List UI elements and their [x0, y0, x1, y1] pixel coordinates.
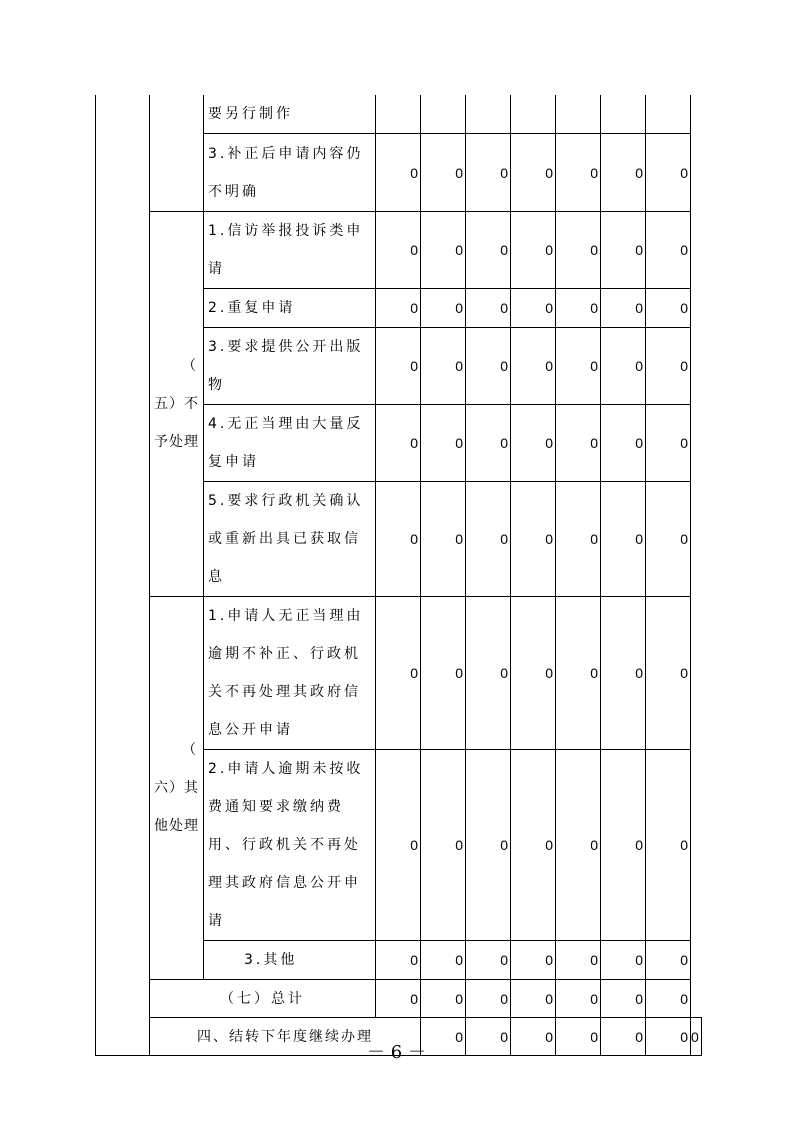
cell-value: 0: [511, 750, 556, 941]
cell-value: 0: [421, 212, 466, 289]
cell-value: 0: [421, 405, 466, 482]
cell-value: 0: [511, 289, 556, 328]
cell-value: 0: [556, 750, 601, 941]
category-not-processed: [150, 212, 204, 597]
cell-value: 0: [646, 328, 691, 405]
row-label: 1.申请人无正当理由逾期不补正、行政机关不再处理其政府信息公开申请: [204, 597, 376, 750]
cell-value: 0: [601, 405, 646, 482]
cell-value: [466, 95, 511, 134]
cell-value: 0: [556, 212, 601, 289]
row-label: 3.其他: [204, 941, 376, 980]
cell-value: [511, 95, 556, 134]
cell-value: 0: [511, 1018, 556, 1056]
cell-value: 0: [466, 289, 511, 328]
category-paren: （: [182, 358, 197, 374]
cell-value: 0: [646, 750, 691, 941]
category-other-processing: [150, 597, 204, 980]
carry-over-label: 四、结转下年度继续办理: [150, 1018, 421, 1056]
cell-value: 0: [421, 750, 466, 941]
cell-value: 0: [376, 289, 421, 328]
cell-value: [556, 95, 601, 134]
cell-value: 0: [601, 482, 646, 597]
cell-value: 0: [601, 289, 646, 328]
cell-value: 0: [376, 980, 421, 1018]
cell-value: 0: [466, 212, 511, 289]
cell-value: 0: [421, 134, 466, 212]
cell-value: 0: [466, 597, 511, 750]
cell-value: 0: [376, 941, 421, 980]
cell-value: 0: [466, 134, 511, 212]
cell-value: 0: [556, 597, 601, 750]
cell-value: 0: [466, 405, 511, 482]
cell-value: [376, 95, 421, 134]
cell-value: 0: [421, 1018, 466, 1056]
cell-value: 0: [601, 980, 646, 1018]
cell-value: 0: [601, 597, 646, 750]
cell-value: 0: [601, 750, 646, 941]
table-row: [96, 597, 702, 750]
cell-value: 0: [646, 405, 691, 482]
cell-value: 0: [556, 941, 601, 980]
row-label: 2.重复申请: [204, 289, 376, 328]
cell-value: 0: [556, 1018, 601, 1056]
cell-value: 0: [376, 482, 421, 597]
cell-value: 0: [511, 980, 556, 1018]
cell-value: [421, 95, 466, 134]
cell-value: 0: [511, 941, 556, 980]
row-label: 3.要求提供公开出版物: [204, 328, 376, 405]
cell-value: 0: [466, 482, 511, 597]
cell-value: 0: [511, 134, 556, 212]
cell-value: 0: [691, 1018, 702, 1056]
cell-value: 0: [646, 482, 691, 597]
cell-value: 0: [601, 941, 646, 980]
cell-value: 0: [646, 597, 691, 750]
cell-value: [601, 95, 646, 134]
cell-value: 0: [601, 328, 646, 405]
cell-value: 0: [601, 134, 646, 212]
cell-value: 0: [646, 289, 691, 328]
statistics-table: [95, 95, 702, 1056]
cell-value: 0: [376, 597, 421, 750]
cell-value: 0: [646, 941, 691, 980]
cell-value: 0: [466, 328, 511, 405]
cell-value: 0: [556, 134, 601, 212]
cell-value: 0: [511, 597, 556, 750]
page-number: － 6 －: [367, 1042, 426, 1063]
cell-value: 0: [421, 941, 466, 980]
cell-value: 0: [421, 289, 466, 328]
cell-value: 0: [466, 1018, 511, 1056]
row-label: 5.要求行政机关确认或重新出具已获取信息: [204, 482, 376, 597]
cell-value: 0: [511, 212, 556, 289]
cell-value: 0: [601, 212, 646, 289]
row-label: 3.补正后申请内容仍不明确: [204, 134, 376, 212]
cell-value: 0: [421, 482, 466, 597]
cell-value: 0: [556, 328, 601, 405]
category-paren: （: [182, 742, 197, 758]
cell-value: 0: [646, 1018, 691, 1056]
cell-value: 0: [376, 750, 421, 941]
cell-value: 0: [511, 328, 556, 405]
category-label: 五）不予处理: [154, 396, 199, 450]
row-label: 2.申请人逾期未按收费通知要求缴纳费用、行政机关不再处理其政府信息公开申请: [204, 750, 376, 941]
cell-value: 0: [511, 405, 556, 482]
cell-value: 0: [646, 212, 691, 289]
cell-value: 0: [646, 980, 691, 1018]
row-label: 1.信访举报投诉类申请: [204, 212, 376, 289]
cell-value: 0: [376, 134, 421, 212]
row-label: 要另行制作: [204, 95, 376, 134]
cell-value: 0: [376, 328, 421, 405]
row-label: 4.无正当理由大量反复申请: [204, 405, 376, 482]
cell-value: 0: [556, 980, 601, 1018]
cell-value: 0: [421, 597, 466, 750]
cell-value: 0: [421, 980, 466, 1018]
cell-value: 0: [466, 750, 511, 941]
cell-value: 0: [466, 941, 511, 980]
total-label: （七）总计: [150, 980, 376, 1018]
category-cell: [150, 95, 204, 212]
cell-value: 0: [556, 405, 601, 482]
table-row: [96, 212, 702, 289]
cell-value: 0: [646, 134, 691, 212]
cell-value: 0: [466, 980, 511, 1018]
table-row: [96, 95, 702, 134]
cell-value: 0: [511, 482, 556, 597]
cell-value: 0: [376, 405, 421, 482]
cell-value: 0: [601, 1018, 646, 1056]
cell-value: 0: [376, 212, 421, 289]
cell-value: 0: [556, 289, 601, 328]
total-row: [96, 980, 702, 1018]
cell-value: 0: [421, 328, 466, 405]
cell-value: [646, 95, 691, 134]
category-label: 六）其他处理: [154, 780, 199, 834]
outer-category-cell: [96, 95, 150, 1056]
cell-value: 0: [556, 482, 601, 597]
